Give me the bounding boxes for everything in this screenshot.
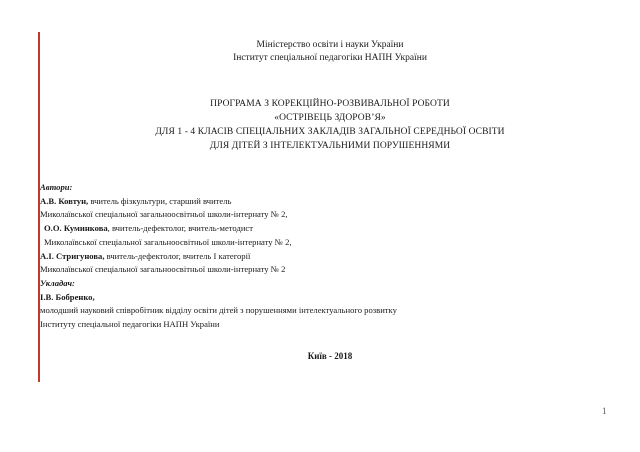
program-title (40, 97, 620, 153)
title-page-header (40, 39, 620, 65)
program-title-line-3: ДЛЯ 1 - 4 КЛАСІВ СПЕЦІАЛЬНИХ ЗАКЛАДІВ ЗАГАЛЬНОЇ СЕРЕДНЬОЇ ОСВІТИ (155, 127, 505, 137)
institute-name: Інститут спеціальної педагогіки НАПН України (233, 53, 427, 63)
compiler-org: Інституту спеціальної педагогіки НАПН України (40, 319, 220, 330)
page-number: 1 (602, 406, 607, 416)
ministry-name: Міністерство освіти і науки України (256, 40, 404, 50)
author-1-name: А.В. Ковтун, (40, 195, 89, 206)
compiler-role: молодший науковий співробітник відділу освіти дітей з порушеннями інтелектуального розвитку (40, 305, 397, 316)
author-1-org: Миколаївської спеціальної загальноосвітньої школи-інтернату № 2, (40, 209, 288, 220)
authors-block (40, 181, 600, 332)
program-title-line-4: ДЛЯ ДІТЕЙ З ІНТЕЛЕКТУАЛЬНИМИ ПОРУШЕННЯМИ (209, 141, 451, 151)
program-title-line-2: «ОСТРІВЕЦЬ ЗДОРОВ’Я» (274, 113, 386, 123)
author-2-name: О.О. Куминкова (44, 223, 108, 234)
author-3-role: вчитель-дефектолог, вчитель І категорії (104, 250, 251, 261)
compiler-name: І.В. Бобренко, (40, 291, 95, 302)
program-title-line-1: ПРОГРАМА З КОРЕКЦІЙНО-РОЗВИВАЛЬНОЇ РОБОТИ (210, 99, 450, 109)
authors-heading: Автори: (40, 182, 73, 192)
author-2 (40, 222, 600, 236)
author-1-role: вчитель фізкультури, старший вчитель (88, 195, 232, 206)
author-1 (40, 195, 600, 209)
compiler-heading: Укладач: (40, 277, 75, 288)
author-2-role: , вчитель-дефектолог, вчитель-методист (107, 223, 254, 234)
city-year: Київ - 2018 (307, 351, 353, 361)
author-3-org: Миколаївської спеціальної загальноосвітньої школи-інтернату № 2 (40, 264, 286, 275)
author-3 (40, 250, 600, 264)
author-2-org: Миколаївської спеціальної загальноосвітньої школи-інтернату № 2, (44, 236, 292, 247)
author-3-name: А.І. Стригунова, (40, 250, 105, 261)
